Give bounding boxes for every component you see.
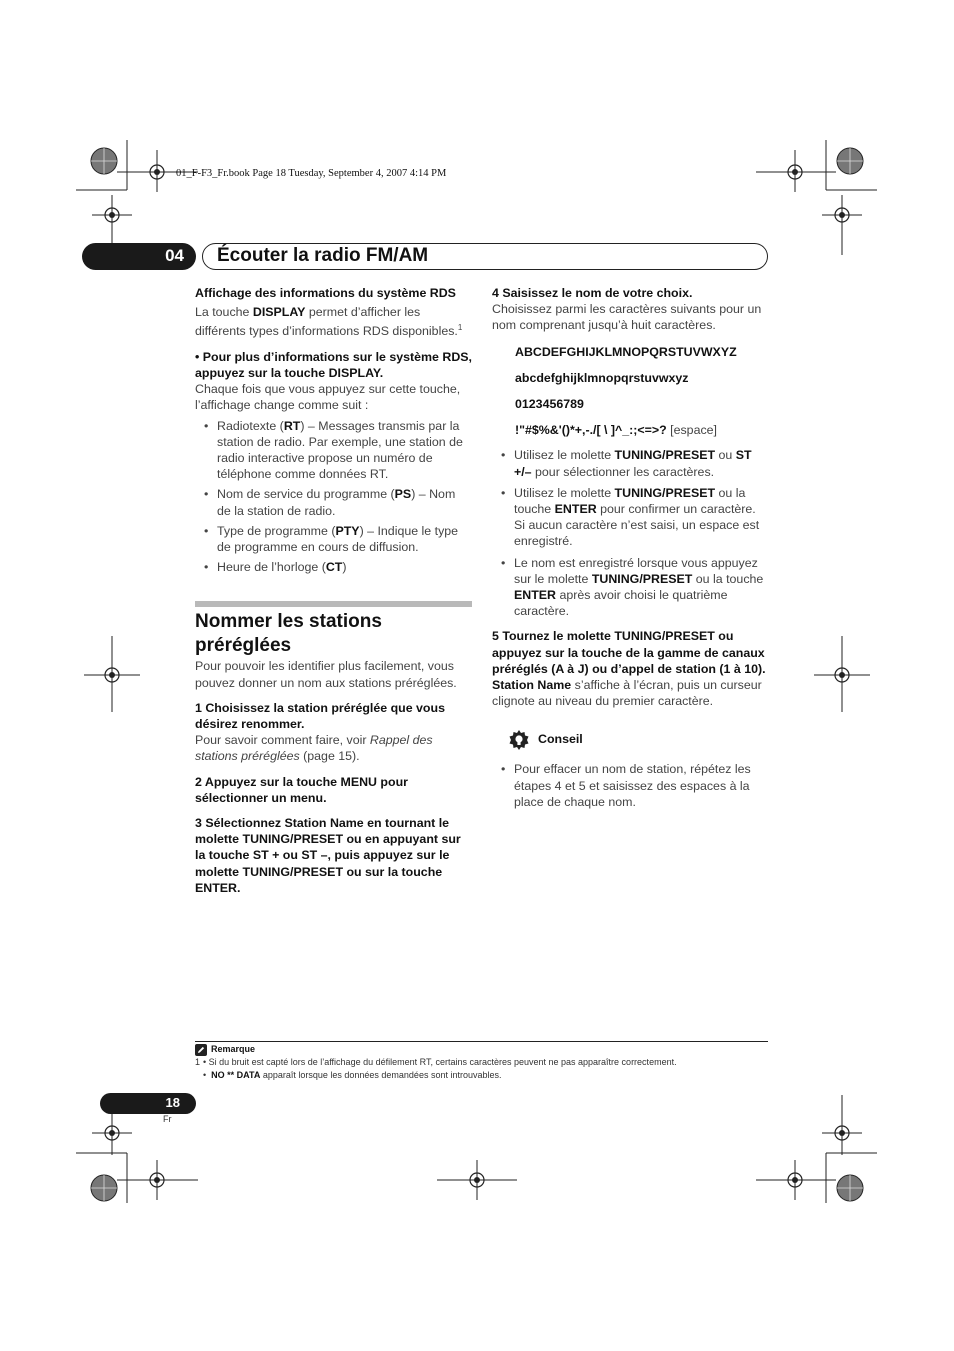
step-2-heading: 2 Appuyez sur la touche MENU pour sélectionner un menu.	[195, 774, 408, 805]
page-language: Fr	[163, 1114, 172, 1124]
page-number: 18	[165, 1095, 180, 1110]
chapter-title-box	[202, 243, 768, 270]
rds-heading: Affichage des informations du système RDS	[195, 286, 456, 300]
section-divider	[195, 601, 472, 607]
charset-symbols: !"#$%&'()*+,-./[ \ ]^_:;<=>? [espace]	[515, 423, 717, 438]
left-column	[195, 285, 472, 896]
footnote-header	[195, 1043, 768, 1056]
chapter-title: Écouter la radio FM/AM	[217, 245, 429, 266]
step-1-text: Pour savoir comment faire, voir Rappel des stations préréglées (page 15).	[195, 733, 433, 764]
list-item: • Nom de service du programme (PS) – Nom de la station de radio.	[195, 486, 472, 518]
step-3-heading: 3 Sélectionnez Station Name en tournant le molette TUNING/PRESET ou en appuyant sur la touche ST + ou ST –, puis appuyez sur le molette TUNING/PRESET ou sur la touche ENTER.	[195, 816, 461, 895]
list-item: • Utilisez le molette TUNING/PRESET ou ST +/– pour sélectionner les caractères.	[492, 447, 768, 479]
page-number-badge	[100, 1093, 196, 1114]
step-4-heading: 4 Saisissez le nom de votre choix.	[492, 286, 693, 300]
footnote-2: • NO ** DATA apparaît lorsque les données demandées sont introuvables.	[203, 1069, 502, 1080]
section-title: Nommer les stations préréglées	[195, 611, 382, 657]
section-intro: Pour pouvoir les identifier plus facilement, vous pouvez donner un nom aux stations préréglées.	[195, 659, 457, 690]
note-pencil-icon	[195, 1044, 207, 1056]
tip-gear-icon	[508, 729, 530, 751]
list-item: • Pour effacer un nom de station, répétez les étapes 4 et 5 et saisissez des espaces à la place de chaque nom.	[492, 761, 768, 810]
footnote-title: Remarque	[211, 1044, 256, 1054]
more-info-heading: • Pour plus d’informations sur le système RDS, appuyez sur la touche DISPLAY.	[195, 349, 472, 380]
step-4-text: Choisissez parmi les caractères suivants pour un nom comprenant jusqu’à huit caractères.	[492, 302, 762, 333]
footnote	[195, 1043, 768, 1081]
charset-lowercase: abcdefghijklmnopqrstuvwxyz	[515, 370, 689, 385]
list-item: • Utilisez le molette TUNING/PRESET ou la touche ENTER pour confirmer un caractère. Si aucun caractère n’est saisi, un espace est enregistré.	[492, 485, 768, 550]
list-item: • Radiotexte (RT) – Messages transmis par la station de radio. Par exemple, une station de radio interactive propose un numéro de téléphone comme données RT.	[195, 418, 472, 483]
chapter-number-badge	[82, 243, 196, 270]
step-5-text: Station Name s’affiche à l’écran, puis un curseur clignote au niveau du premier caractère.	[492, 678, 762, 709]
conseil-header	[492, 727, 768, 753]
step-1-heading: 1 Choisissez la station préréglée que vous désirez renommer.	[195, 700, 445, 731]
step-5-heading: 5 Tournez le molette TUNING/PRESET ou appuyez sur la touche de la gamme de canaux préréglés (A à J) ou d’appel de station (1 à 10).	[492, 629, 766, 676]
chapter-number: 04	[165, 246, 184, 265]
list-item: • Le nom est enregistré lorsque vous appuyez sur le molette TUNING/PRESET ou la touche ENTER après avoir choisi le quatrième caractère.	[492, 555, 768, 620]
footnote-divider	[195, 1041, 768, 1042]
conseil-title: Conseil	[538, 732, 583, 747]
more-info-text: Chaque fois que vous appuyez sur cette touche, l’affichage change comme suit :	[195, 382, 461, 413]
list-item: • Heure de l’horloge (CT)	[195, 559, 472, 575]
print-info: 01_F-F3_Fr.book Page 18 Tuesday, September 4, 2007 4:14 PM	[176, 168, 447, 179]
charset-digits: 0123456789	[515, 397, 584, 412]
list-item: • Type de programme (PTY) – Indique le type de programme en cours de diffusion.	[195, 523, 472, 555]
charset-uppercase: ABCDEFGHIJKLMNOPQRSTUVWXYZ	[515, 344, 737, 359]
rds-intro: La touche DISPLAY permet d’afficher les différents types d’informations RDS disponibles.$^1$	[195, 305, 463, 339]
footnote-1: 1 • Si du bruit est capté lors de l’affichage du défilement RT, certains caractères peuvent ne pas apparaître correctement.	[195, 1057, 677, 1067]
right-column	[492, 285, 768, 810]
